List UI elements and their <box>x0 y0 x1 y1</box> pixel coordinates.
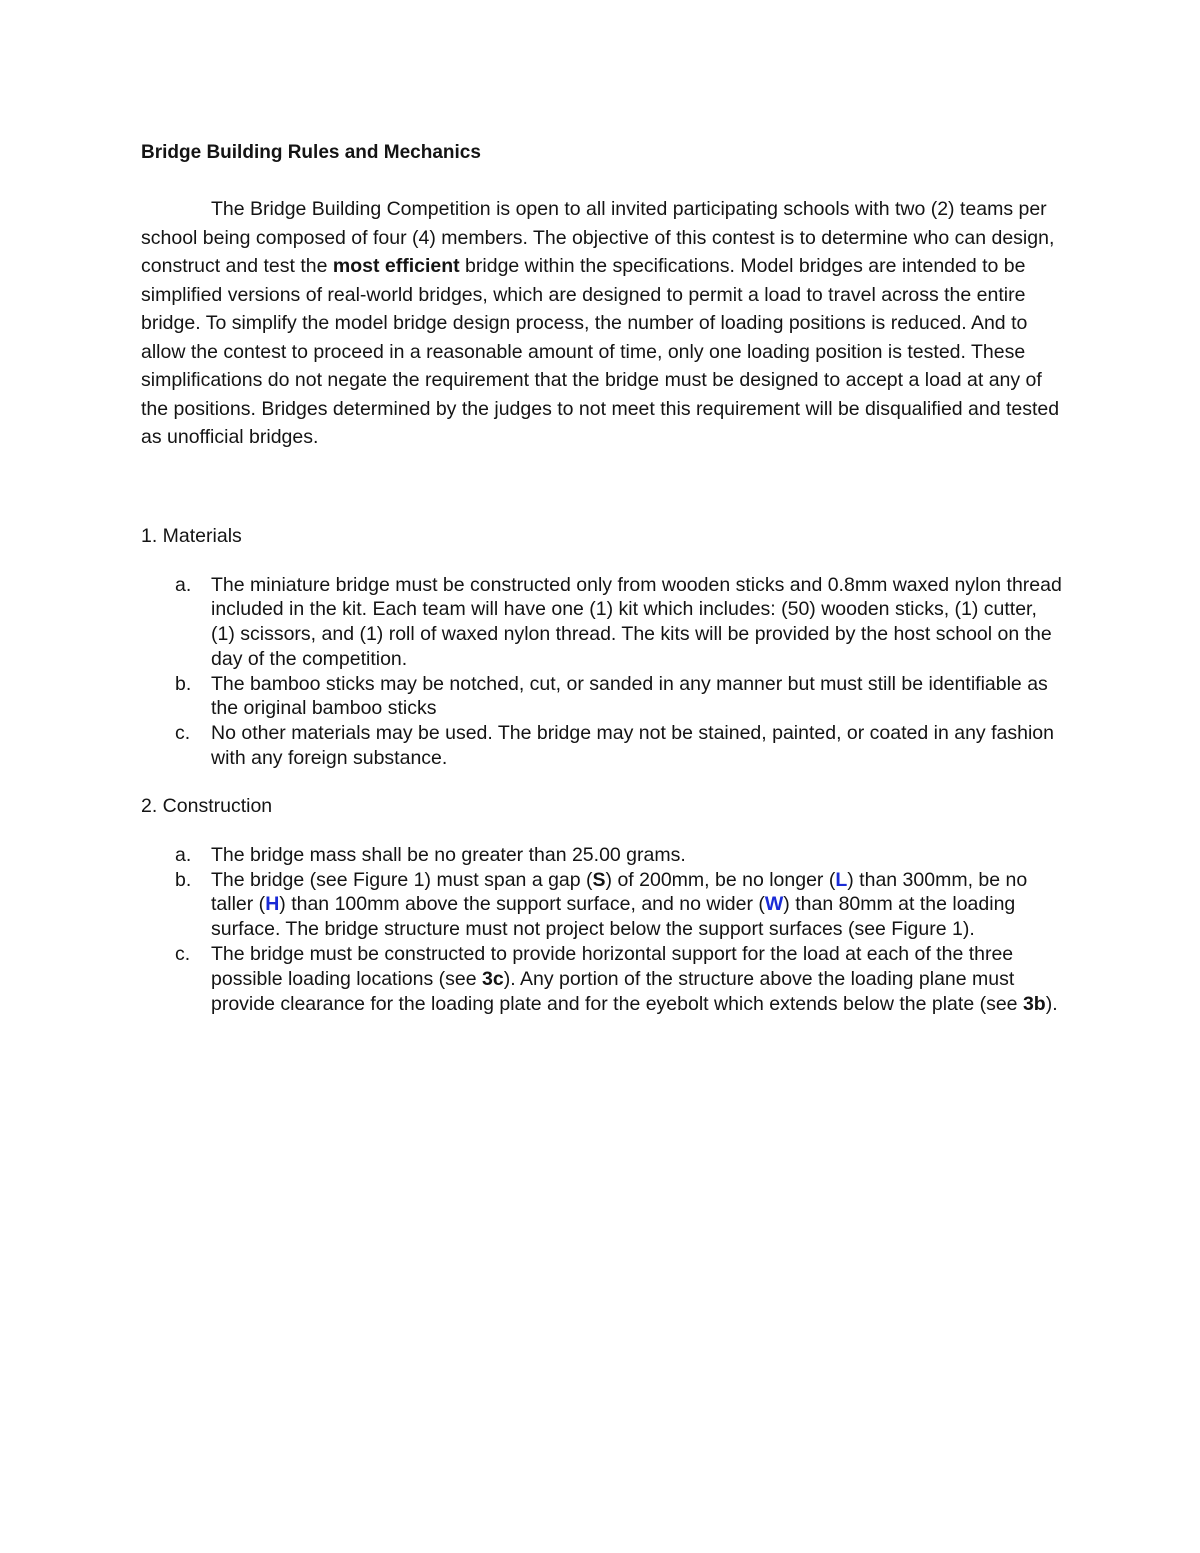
text-run: ) of 200mm, be no longer ( <box>605 868 836 891</box>
intro-bold-phrase: most efficient <box>332 255 460 277</box>
list-item-text <box>211 869 1027 941</box>
materials-list <box>141 573 1066 771</box>
list-marker: c. <box>175 943 191 966</box>
dimension-symbol-s: S <box>592 868 606 891</box>
dimension-symbol-l: L <box>835 868 848 891</box>
construction-list <box>141 843 1066 1017</box>
list-item <box>141 843 1066 868</box>
dimension-symbol-h: H <box>265 893 280 916</box>
text-run: The bridge must be constructed to provide horizontal support for the load at each of the three possible loading locations (see <box>211 943 1014 990</box>
section-reference: 3c <box>482 967 504 990</box>
list-item <box>141 573 1066 672</box>
intro-text-end: bridge within the specifications. Model bridges are intended to be simplified versions of real-world bridges, which are designed to permit a load to travel across the entire bridge. To simplify the model bridge design process, the number of loading positions is reduced. And to allow the contest to proceed in a reasonable amount of time, only one loading position is tested. These simplifications do not negate the requirement that the bridge must be designed to accept a load at any of the positions. Bridges determined by the judges to not meet this requirement will be disqualified and tested as unofficial bridges. <box>141 255 1060 448</box>
intro-text-start: The Bridge Building Competition is open to all invited participating schools with two (2) teams per school being composed of four (4) members. The objective of this contest is to determine who can design, construct and test the <box>141 198 1055 277</box>
section-heading-materials: 1. Materials <box>141 524 242 547</box>
list-item <box>141 868 1066 942</box>
document-page <box>141 138 1066 1016</box>
list-item-text: The miniature bridge must be constructed only from wooden sticks and 0.8mm waxed nylon thread included in the kit. Each team will have one (1) kit which includes: (50) wooden sticks, (1) cutter, (1) scissors, and (1) roll of waxed nylon thread. The kits will be provided by the host school on the day of the competition. <box>211 573 1062 670</box>
list-item-text: The bamboo sticks may be notched, cut, or sanded in any manner but must still be identifiable as the original bamboo sticks <box>211 672 1048 720</box>
list-item <box>141 672 1066 722</box>
text-run: ) than 100mm above the support surface, and no wider ( <box>279 893 765 916</box>
text-run: ) than 300mm, be no taller ( <box>211 868 1028 916</box>
section-reference: 3b <box>1022 992 1046 1015</box>
list-marker: a. <box>175 843 192 866</box>
dimension-symbol-w: W <box>764 893 784 916</box>
list-marker: a. <box>175 573 192 596</box>
section-heading-construction: 2. Construction <box>141 794 273 817</box>
intro-paragraph <box>141 195 1066 452</box>
list-item-text: The bridge mass shall be no greater than 25.00 grams. <box>211 843 686 866</box>
document-title: Bridge Building Rules and Mechanics <box>141 142 481 163</box>
list-marker: b. <box>175 672 192 695</box>
text-run: ). <box>1045 992 1058 1015</box>
list-marker: c. <box>175 722 191 745</box>
text-run: ) than 80mm at the loading surface. The bridge structure must not project below the support surfaces (see Figure 1). <box>211 893 1016 941</box>
list-item-text <box>211 943 1058 1015</box>
text-run: ). Any portion of the structure above the loading plane must provide clearance for the loading plate and for the eyebolt which extends below the plate (see <box>211 967 1023 1015</box>
list-item-text: No other materials may be used. The bridge may not be stained, painted, or coated in any fashion with any foreign substance. <box>211 722 1054 770</box>
list-item <box>141 721 1066 771</box>
list-marker: b. <box>175 868 192 891</box>
list-item <box>141 942 1066 1016</box>
text-run: The bridge (see Figure 1) must span a gap ( <box>211 868 593 891</box>
